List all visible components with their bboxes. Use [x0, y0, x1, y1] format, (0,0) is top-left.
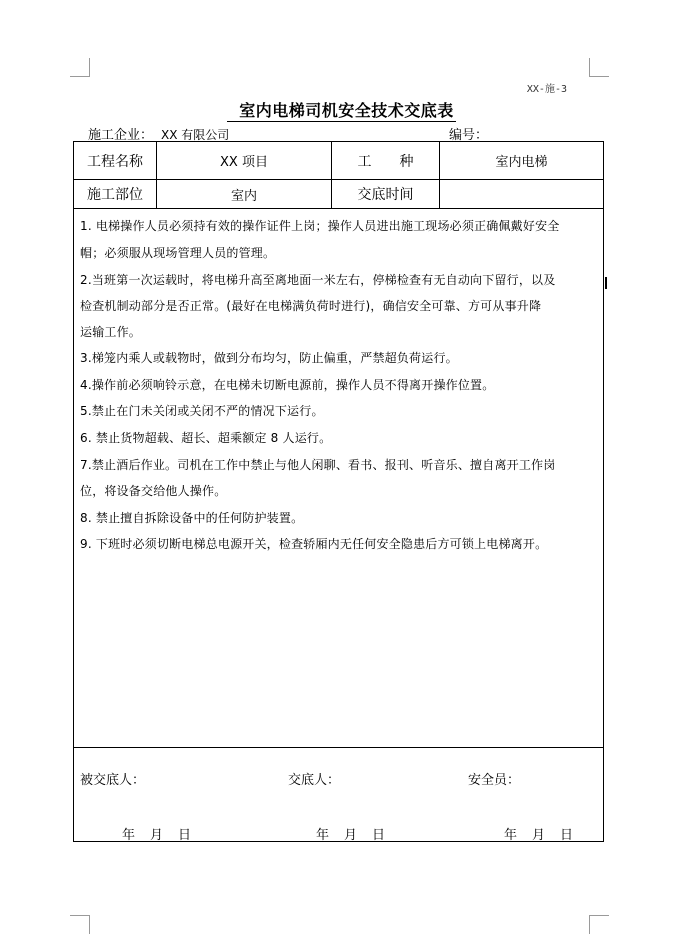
- form-code: XX-施-3: [526, 84, 567, 95]
- content-line: 3.梯笼内乘人或载物时，做到分布均匀，防止偏重，严禁超负荷运行。: [80, 351, 458, 365]
- content-line: 7.禁止酒后作业。司机在工作中禁止与他人闲聊、看书、报刊、听音乐、擅自离开工作岗: [80, 458, 556, 472]
- project-name-label: 工程名称: [74, 142, 157, 179]
- safety-officer-label: 安全员：: [468, 773, 521, 788]
- receiver-date: 年 月 日: [122, 828, 193, 843]
- receiver-signature-label: 被交底人：: [80, 773, 146, 788]
- content-line: 检查机制动部分是否正常。(最好在电梯满负荷时进行)，确信安全可靠、方可从事升降: [80, 299, 542, 313]
- disclosure-table: [73, 141, 604, 842]
- company-label: 施工企业：: [88, 128, 154, 143]
- safety-officer-date: 年 月 日: [504, 828, 575, 843]
- title-text: 室内电梯司机安全技术交底表: [227, 101, 456, 122]
- content-line: 6. 禁止货物超载、超长、超乘额定 8 人运行。: [80, 431, 332, 445]
- content-line: 4.操作前必须响铃示意，在电梯未切断电源前，操作人员不得离开操作位置。: [80, 378, 495, 392]
- disclosure-content: [74, 209, 603, 748]
- disclosure-time-label: 交底时间: [332, 180, 440, 208]
- content-line: 运输工作。: [80, 325, 142, 339]
- crop-mark-bottom-left: [70, 915, 90, 934]
- content-line: 位，将设备交给他人操作。: [80, 484, 227, 498]
- content-line: 5.禁止在门未关闭或关闭不严的情况下运行。: [80, 404, 324, 418]
- location-label: 施工部位: [74, 180, 157, 208]
- crop-mark-top-right: [589, 58, 609, 77]
- location-value: 室内: [157, 180, 332, 208]
- trade-label: 工 种: [332, 142, 440, 179]
- text-cursor: [605, 277, 607, 289]
- content-line: 9. 下班时必须切断电梯总电源开关，检查轿厢内无任何安全隐患后方可锁上电梯离开。: [80, 537, 548, 551]
- giver-signature-label: 交底人：: [288, 773, 341, 788]
- crop-mark-top-left: [70, 58, 90, 77]
- company-value: XX 有限公司: [161, 128, 230, 142]
- table-row-project: [74, 142, 603, 180]
- serial-number-label: 编号：: [449, 128, 489, 143]
- content-line: 1. 电梯操作人员必须持有效的操作证件上岗；操作人员进出施工现场必须正确佩戴好安全: [80, 219, 560, 233]
- disclosure-time-value: [440, 180, 603, 208]
- table-row-location: [74, 180, 603, 209]
- giver-date: 年 月 日: [316, 828, 387, 843]
- content-line: 帽；必须服从现场管理人员的管理。: [80, 246, 276, 260]
- trade-value: 室内电梯: [495, 155, 548, 170]
- content-line: 8. 禁止擅自拆除设备中的任何防护装置。: [80, 511, 304, 525]
- document-title: [0, 98, 683, 121]
- crop-mark-bottom-right: [589, 915, 609, 934]
- project-name-value: XX 项目: [157, 142, 332, 179]
- content-line: 2.当班第一次运载时，将电梯升高至离地面一米左右，停梯检查有无自动向下留行，以及: [80, 273, 556, 287]
